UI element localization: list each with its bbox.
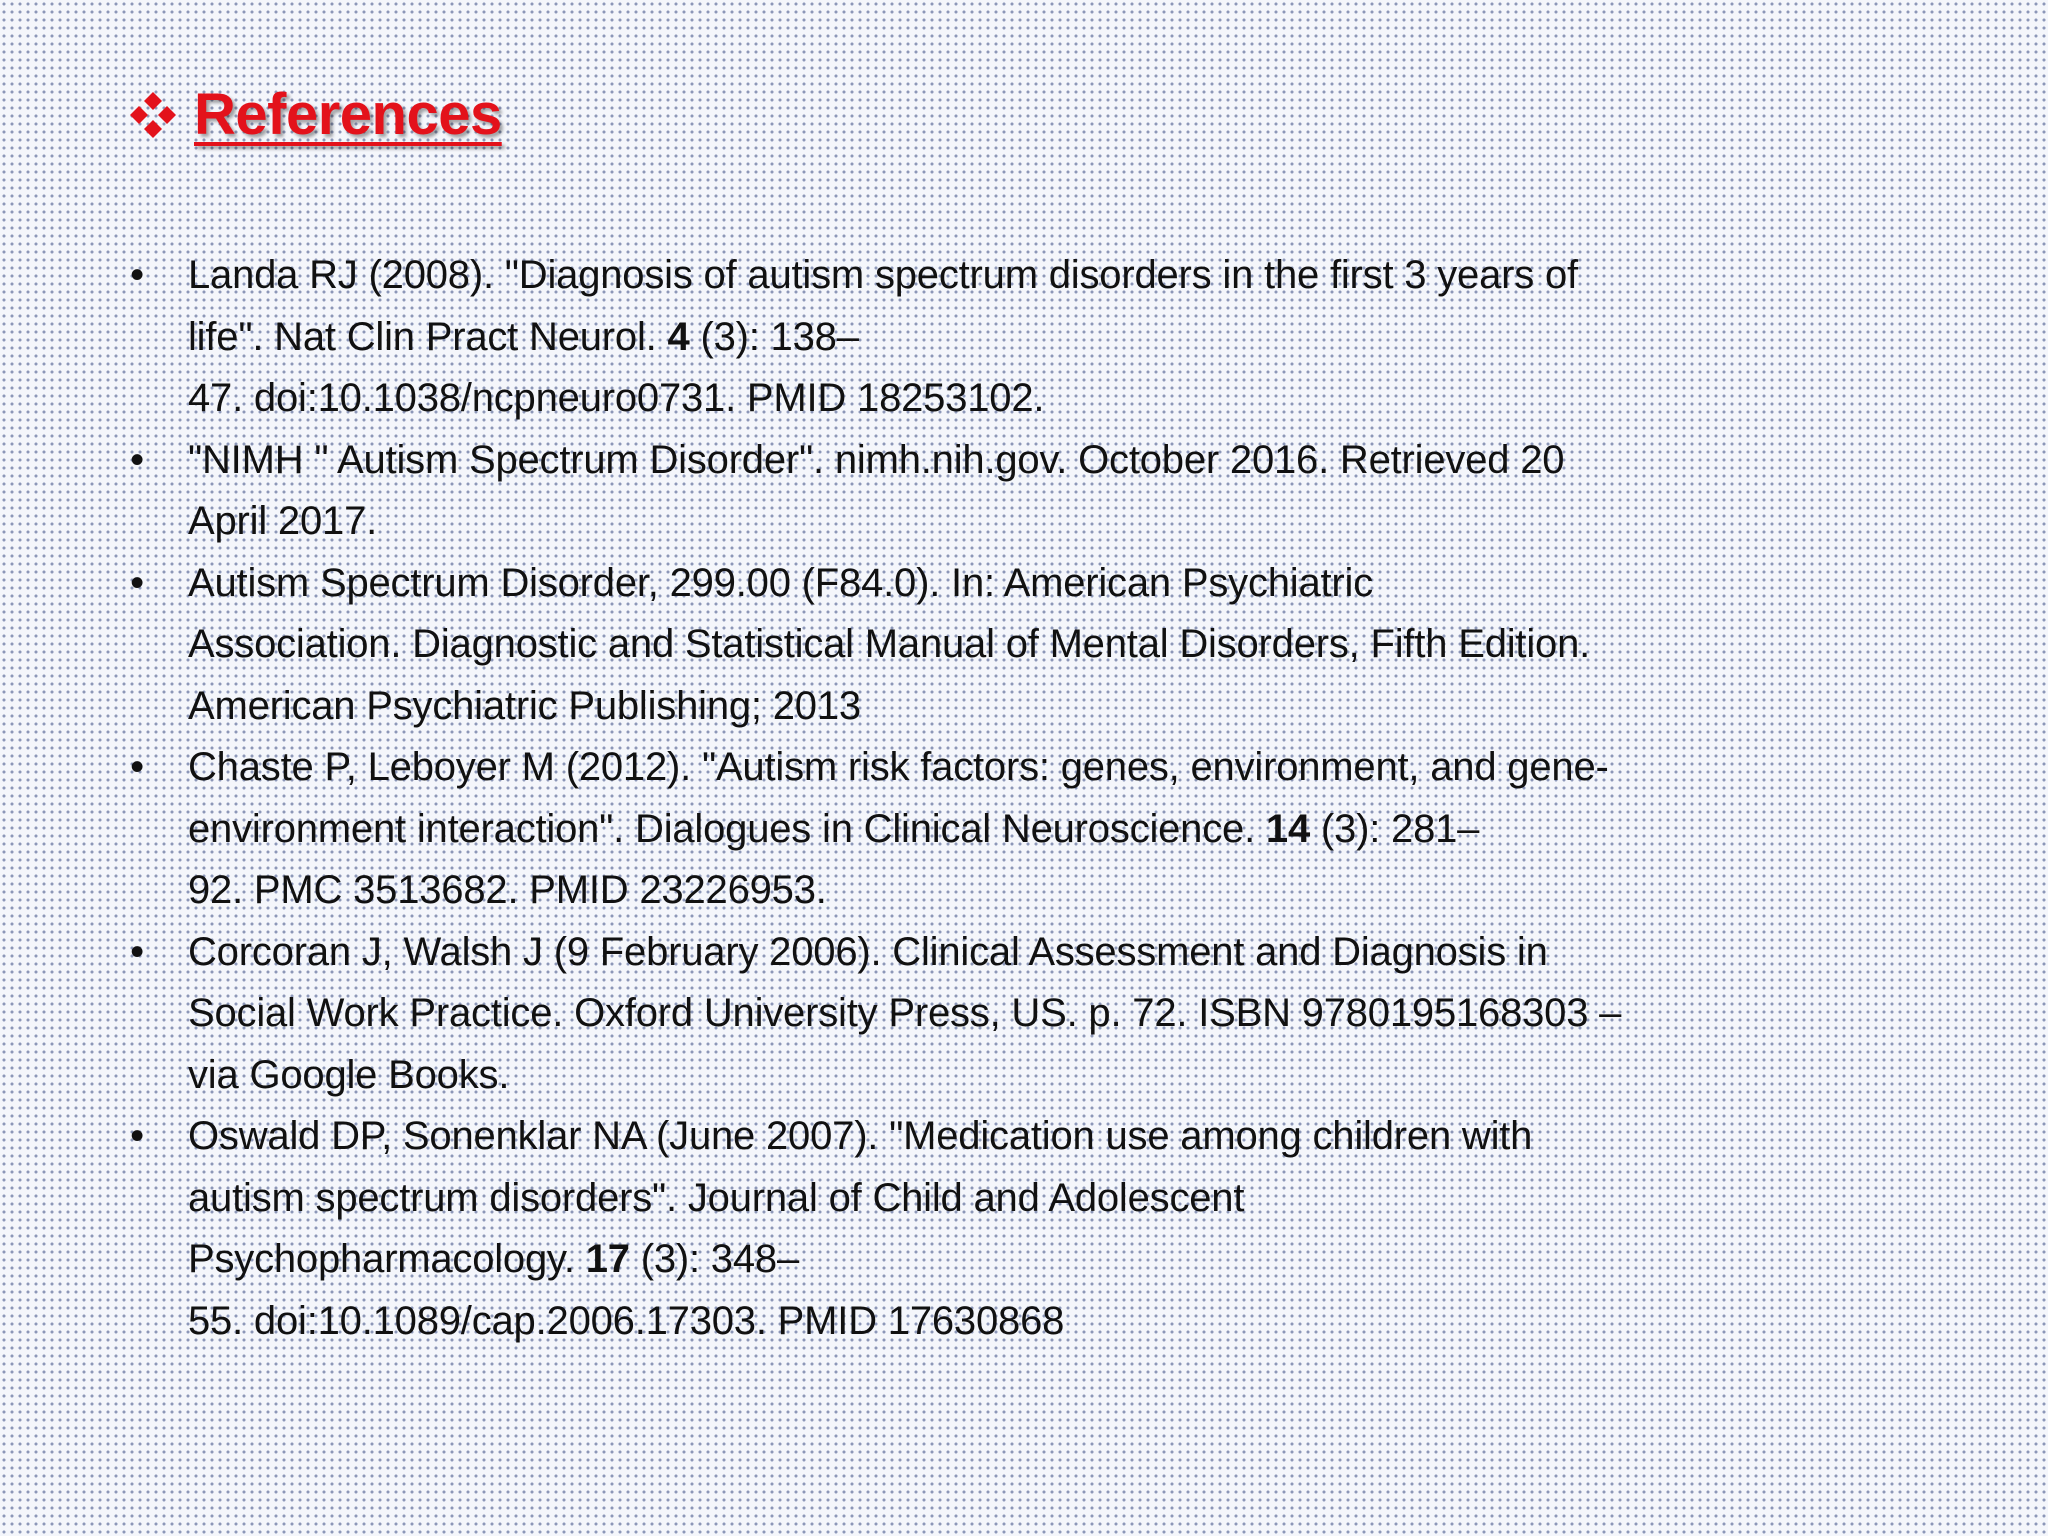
reference-item [118,553,1878,738]
reference-line [188,245,1878,307]
diamond-cluster-icon [128,90,178,140]
reference-line [188,1168,1878,1230]
reference-line [188,614,1878,676]
reference-text: life". Nat Clin Pract Neurol. [188,314,668,359]
bullet-icon: • [130,929,144,974]
reference-text: Autism Spectrum Disorder, 299.00 (F84.0). In: American Psychiatric [188,560,1374,605]
reference-line [188,1229,1878,1291]
reference-line [188,799,1878,861]
reference-text: Social Work Practice. Oxford University Press, US. p. 72. ISBN 9780195168303 – [188,991,1622,1035]
reference-item [118,737,1878,922]
reference-item [118,430,1878,553]
reference-line [188,553,1878,615]
reference-text: Chaste P, Leboyer M (2012). "Autism risk factors: genes, environment, and gene- [188,745,1609,789]
reference-line [188,1291,1878,1353]
reference-text: Corcoran J, Walsh J (9 February 2006). Clinical Assessment and Diagnosis in [188,929,1548,974]
reference-line [188,983,1878,1045]
reference-text: (3): 138– [689,314,859,359]
title-row [128,82,502,147]
reference-line [188,491,1878,553]
reference-text: "NIMH " Autism Spectrum Disorder". nimh.nih.gov. October 2016. Retrieved 20 [188,437,1565,482]
references-list [118,245,1878,1352]
reference-line [188,860,1878,922]
volume-number: 4 [667,314,690,359]
reference-text: environment interaction". Dialogues in Clinical Neuroscience. [188,806,1266,851]
reference-text: via Google Books. [188,1052,510,1097]
reference-line [188,1106,1878,1168]
reference-text: Association. Diagnostic and Statistical Manual of Mental Disorders, Fifth Edition. [188,622,1591,666]
bullet-icon: • [130,560,144,605]
reference-text: American Psychiatric Publishing; 2013 [188,683,861,728]
reference-text: (3): 281– [1310,806,1480,851]
reference-text: April 2017. [188,499,378,543]
page-title: References [194,82,502,147]
reference-line [188,737,1878,799]
volume-number: 17 [585,1237,630,1281]
reference-text: Psychopharmacology. [188,1237,586,1281]
reference-item [118,1106,1878,1352]
reference-line [188,676,1878,738]
reference-line [188,430,1878,492]
reference-text: 92. PMC 3513682. PMID 23226953. [188,868,827,912]
reference-text: (3): 348– [629,1237,799,1281]
reference-text: Oswald DP, Sonenklar NA (June 2007). "Medication use among children with [188,1114,1533,1158]
reference-line [188,307,1878,369]
bullet-icon: • [130,437,144,482]
bullet-icon: • [130,1114,144,1158]
reference-line [188,1045,1878,1107]
reference-line [188,368,1878,430]
reference-text: 47. doi:10.1038/ncpneuro0731. PMID 18253102. [188,376,1045,420]
bullet-icon: • [130,253,144,297]
volume-number: 14 [1265,806,1310,851]
reference-item [118,245,1878,430]
reference-text: 55. doi:10.1089/cap.2006.17303. PMID 17630868 [188,1298,1065,1343]
reference-item [118,922,1878,1107]
bullet-icon: • [130,745,144,789]
reference-text: Landa RJ (2008). "Diagnosis of autism spectrum disorders in the first 3 years of [188,253,1578,297]
reference-text: autism spectrum disorders". Journal of Child and Adolescent [188,1175,1245,1220]
reference-line [188,922,1878,984]
